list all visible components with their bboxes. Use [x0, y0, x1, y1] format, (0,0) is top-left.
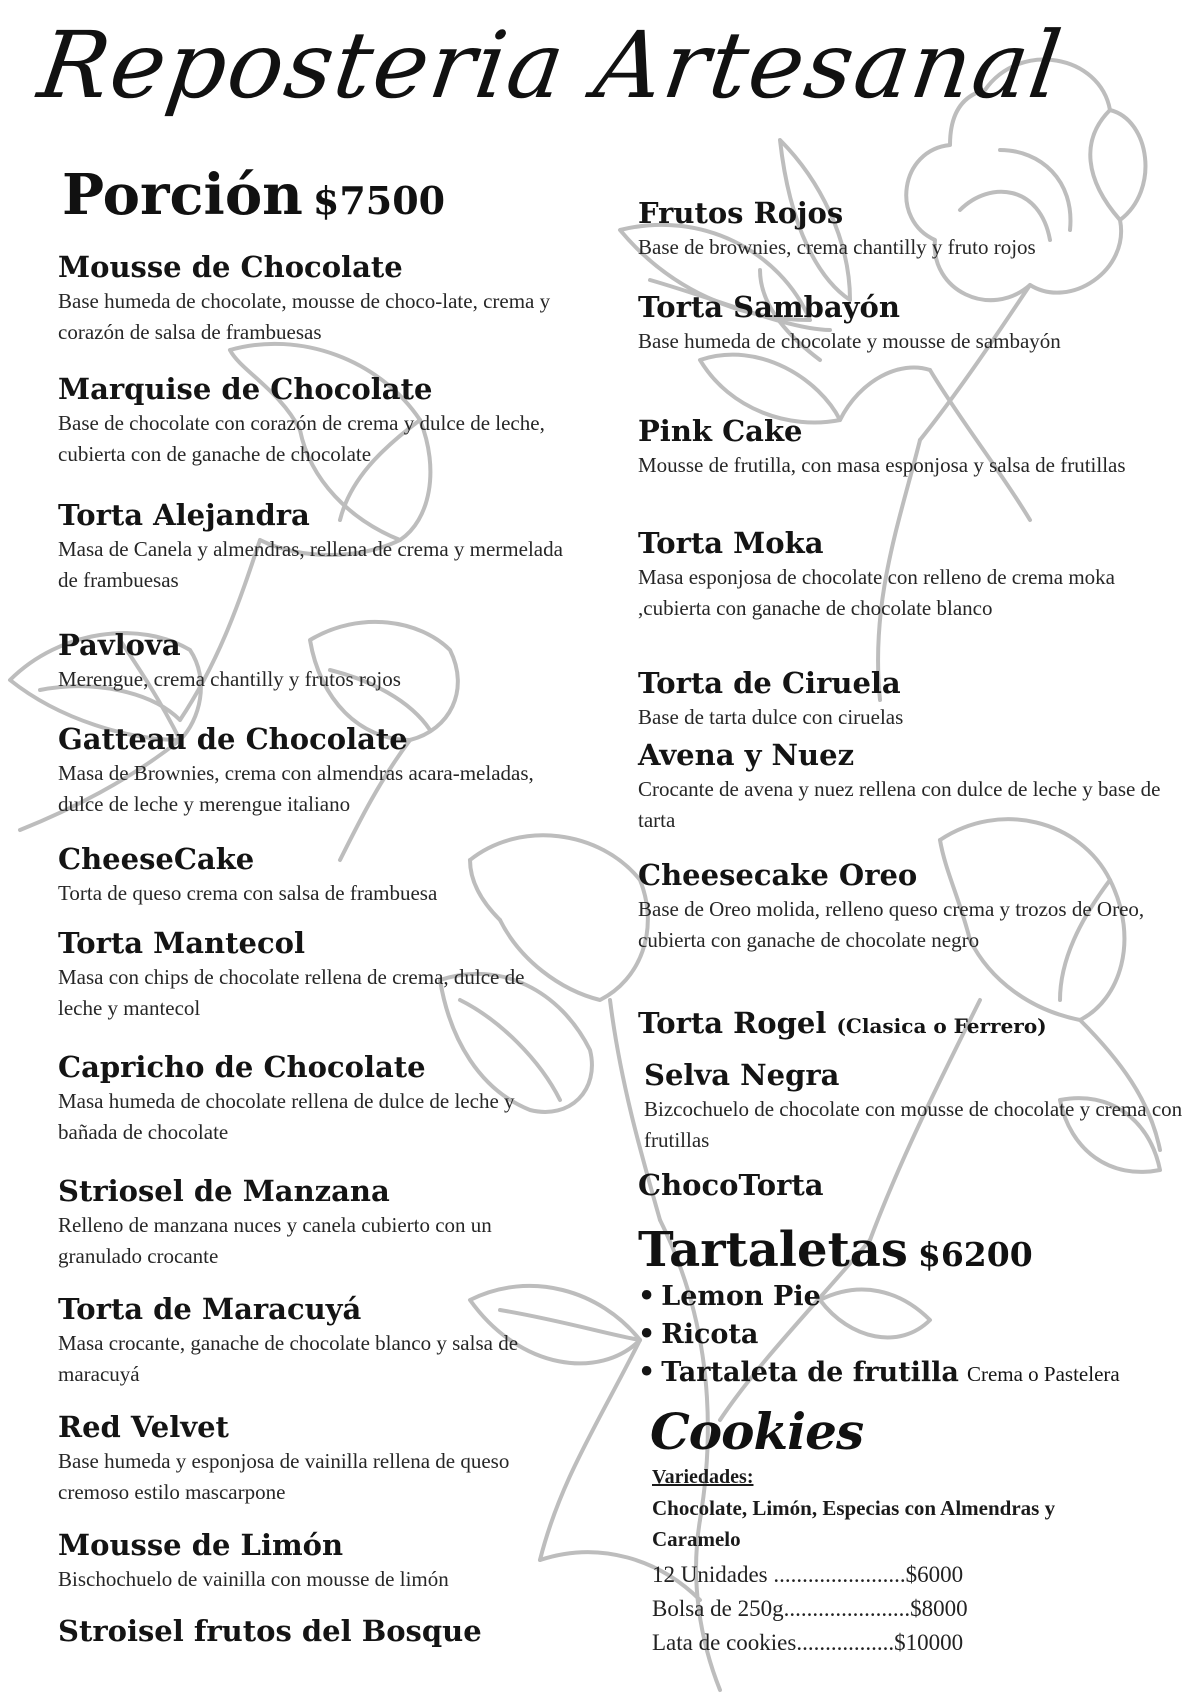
tartaletas-price: $6200 — [917, 1235, 1033, 1274]
list-item — [638, 1278, 1178, 1316]
item-description: Bischochuelo de vainilla con mousse de limón — [58, 1567, 449, 1591]
item-name: Marquise de Chocolate — [58, 372, 433, 406]
menu-item — [58, 722, 568, 820]
item-name: Gatteau de Chocolate — [58, 722, 408, 756]
item-name: Torta Alejandra — [58, 498, 310, 532]
item-name-text: Torta Rogel — [638, 1006, 827, 1040]
menu-item — [58, 926, 568, 1024]
item-name: Pavlova — [58, 628, 181, 662]
list-item-name: Tartaleta de frutilla — [661, 1357, 959, 1388]
item-name: Torta de Maracuyá — [58, 1292, 362, 1326]
item-description: Base humeda de chocolate, mousse de choco-late, crema y corazón de salsa de frambuesas — [58, 289, 551, 344]
menu-item — [644, 1058, 1184, 1156]
item-description: Masa esponjosa de chocolate con relleno de crema moka ,cubierta con ganache de chocolate blanco — [638, 565, 1115, 620]
item-name: Frutos Rojos — [638, 196, 844, 230]
item-name: Avena y Nuez — [638, 738, 855, 772]
menu-item — [58, 250, 568, 348]
menu-item — [58, 1050, 568, 1148]
bullet-icon: • — [638, 1319, 656, 1350]
item-name-note: (Clasica o Ferrero) — [836, 1014, 1047, 1038]
item-name: CheeseCake — [58, 842, 255, 876]
item-description: Base de brownies, crema chantilly y fruto rojos — [638, 235, 1036, 259]
item-description: Masa crocante, ganache de chocolate blanco y salsa de maracuyá — [58, 1331, 519, 1386]
list-item — [638, 1316, 1178, 1354]
varieties-label: Variedades: — [652, 1466, 754, 1488]
item-name: Red Velvet — [58, 1410, 229, 1444]
item-description: Crocante de avena y nuez rellena con dulce de leche y base de tarta — [638, 777, 1161, 832]
menu-item — [638, 666, 1178, 733]
tartaletas-list — [638, 1278, 1178, 1393]
menu-item — [58, 498, 568, 596]
cookies-heading: Cookies — [650, 1402, 864, 1461]
menu-item — [638, 526, 1178, 624]
list-item-name: Ricota — [661, 1319, 759, 1350]
menu-item — [638, 738, 1178, 836]
menu-item — [58, 372, 568, 470]
menu-item — [58, 1528, 568, 1595]
item-name: Stroisel frutos del Bosque — [58, 1614, 482, 1648]
tartaletas-label: Tartaletas — [638, 1222, 908, 1278]
item-name: Mousse de Limón — [58, 1528, 344, 1562]
item-description: Bizcochuelo de chocolate con mousse de chocolate y crema con frutillas — [644, 1097, 1183, 1152]
list-item-name: Lemon Pie — [661, 1281, 821, 1312]
item-description: Base de chocolate con corazón de crema y dulce de leche, cubierta con de ganache de chocolate — [58, 411, 545, 466]
price-row — [652, 1596, 968, 1622]
price-row-value: $8000 — [910, 1596, 968, 1621]
item-name: Pink Cake — [638, 414, 803, 448]
porcion-price: $7500 — [312, 178, 446, 223]
price-row-label: 12 Unidades ....................... — [652, 1562, 906, 1587]
item-name: ChocoTorta — [638, 1168, 824, 1202]
tartaletas-heading — [638, 1222, 1033, 1278]
item-name: Selva Negra — [644, 1058, 840, 1092]
menu-item — [58, 1614, 568, 1648]
item-description: Base de tarta dulce con ciruelas — [638, 705, 904, 729]
list-item-note: Crema o Pastelera — [966, 1362, 1120, 1386]
menu-item — [638, 414, 1178, 481]
menu-item — [58, 628, 568, 695]
menu-item — [58, 1410, 568, 1508]
item-description: Masa con chips de chocolate rellena de crema, dulce de leche y mantecol — [58, 965, 525, 1020]
porcion-heading — [62, 162, 445, 228]
item-name: Torta Moka — [638, 526, 824, 560]
price-row — [652, 1562, 963, 1588]
menu-item — [638, 858, 1178, 956]
item-name: Torta de Ciruela — [638, 666, 901, 700]
item-description: Merengue, crema chantilly y frutos rojos — [58, 667, 401, 691]
menu-item — [638, 1168, 1178, 1202]
item-name — [638, 1006, 1178, 1043]
price-row-value: $6000 — [905, 1562, 964, 1587]
item-description: Mousse de frutilla, con masa esponjosa y salsa de frutillas — [638, 453, 1126, 477]
varieties-text: Chocolate, Limón, Especias con Almendras y Caramelo — [652, 1496, 1056, 1551]
item-description: Base humeda y esponjosa de vainilla rellena de queso cremoso estilo mascarpone — [58, 1449, 510, 1504]
menu-item — [58, 842, 568, 909]
bullet-icon: • — [638, 1281, 656, 1312]
item-description: Base humeda de chocolate y mousse de sambayón — [638, 329, 1061, 353]
item-description: Torta de queso crema con salsa de frambuesa — [58, 881, 438, 905]
item-description: Masa humeda de chocolate rellena de dulce de leche y bañada de chocolate — [58, 1089, 515, 1144]
price-row — [652, 1630, 963, 1656]
porcion-label: Porción — [62, 162, 303, 228]
menu-item — [58, 1292, 568, 1390]
item-description: Relleno de manzana nuces y canela cubierto con un granulado crocante — [58, 1213, 492, 1268]
menu-item — [638, 196, 1178, 263]
price-row-label: Lata de cookies................. — [652, 1630, 895, 1655]
page-title: Reposteria Artesanal — [32, 12, 1070, 119]
menu-item — [638, 1006, 1178, 1043]
menu-item — [58, 1174, 568, 1272]
item-name: Mousse de Chocolate — [58, 250, 403, 284]
menu-item — [638, 290, 1178, 357]
item-description: Masa de Canela y almendras, rellena de crema y mermelada de frambuesas — [58, 537, 563, 592]
item-name: Torta Sambayón — [638, 290, 900, 324]
price-row-value: $10000 — [894, 1630, 964, 1655]
item-name: Cheesecake Oreo — [638, 858, 918, 892]
item-description: Base de Oreo molida, relleno queso crema y trozos de Oreo, cubierta con ganache de chocolate negro — [638, 897, 1145, 952]
item-description: Masa de Brownies, crema con almendras acara-meladas, dulce de leche y merengue italiano — [58, 761, 534, 816]
item-name: Striosel de Manzana — [58, 1174, 390, 1208]
price-row-label: Bolsa de 250g...................... — [652, 1596, 911, 1621]
item-name: Capricho de Chocolate — [58, 1050, 426, 1084]
item-name: Torta Mantecol — [58, 926, 305, 960]
list-item — [638, 1354, 1178, 1393]
bullet-icon: • — [638, 1357, 656, 1388]
